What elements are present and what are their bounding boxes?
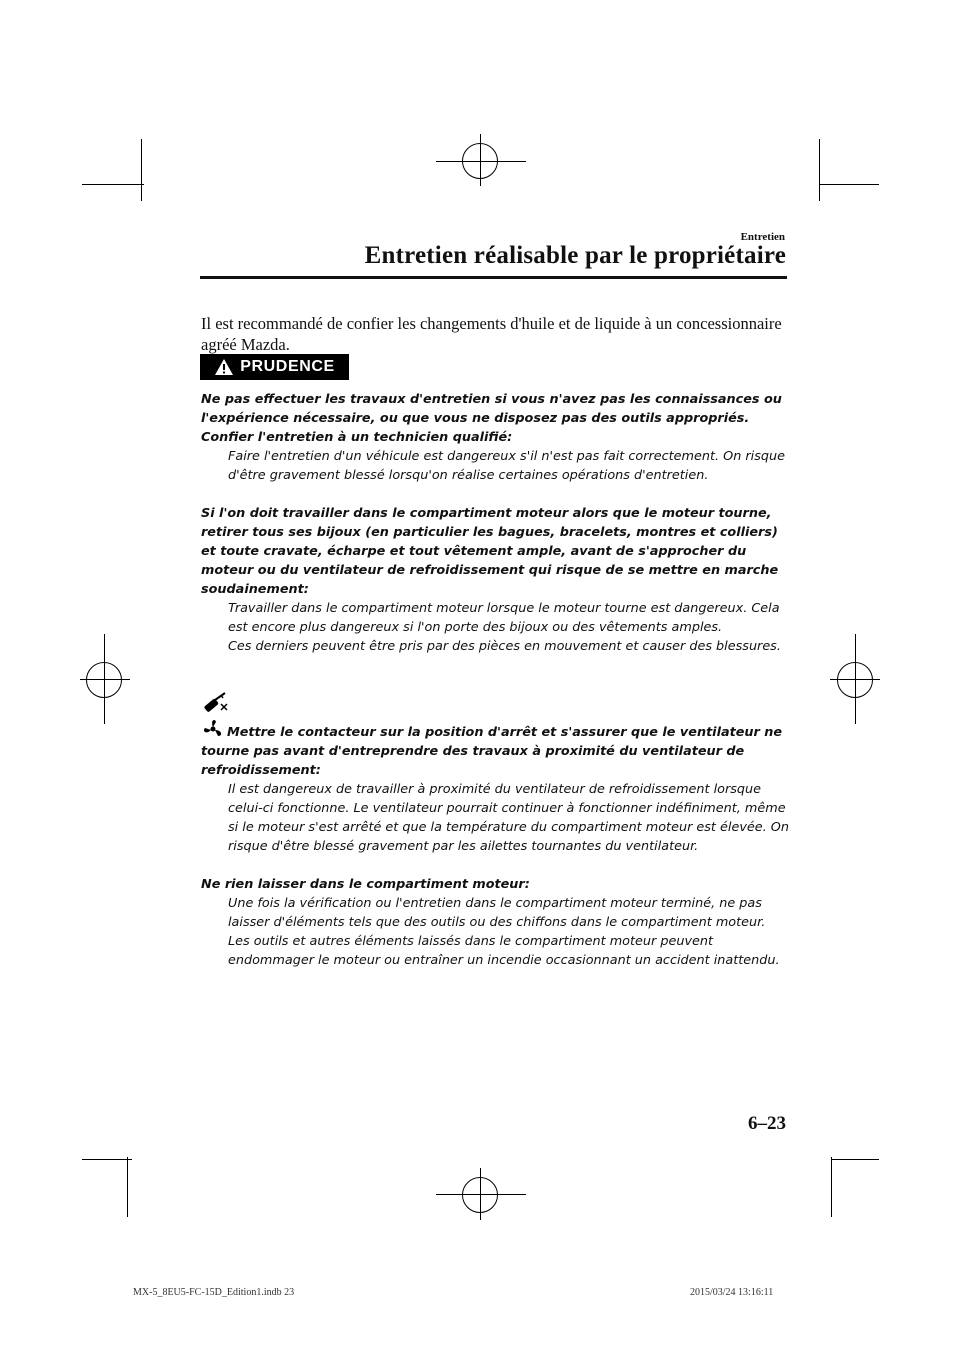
print-slug-file: MX-5_8EU5-FC-15D_Edition1.indb 23 xyxy=(133,1287,295,1298)
key-icon xyxy=(201,692,791,718)
intro-paragraph: Il est recommandé de confier les changements d'huile et de liquide à un concessionnaire agréé Mazda. xyxy=(201,314,782,354)
warning-item xyxy=(201,390,791,485)
warning-item xyxy=(201,718,791,856)
warning-heading xyxy=(201,718,791,780)
warning-item xyxy=(201,504,791,656)
warning-triangle-icon xyxy=(214,358,234,376)
caution-label: PRUDENCE xyxy=(240,358,335,375)
fan-icon xyxy=(201,718,225,740)
warning-list xyxy=(201,390,791,970)
section-name: Entretien xyxy=(740,231,785,243)
warning-heading: Ne pas effectuer les travaux d'entretien si vous n'avez pas les connaissances ou l'expérience nécessaire, ou que vous ne disposez pas des outils appropriés. Confier l'entretien à un technicien qualifié: xyxy=(201,392,782,445)
warning-body: Les outils et autres éléments laissés dans le compartiment moteur peuvent endommager le moteur ou entraîner un incendie occasionnant un accident inattendu. xyxy=(228,934,780,968)
print-slug-timestamp: 2015/03/24 13:16:11 xyxy=(690,1287,774,1298)
warning-body: Travailler dans le compartiment moteur lorsque le moteur tourne est dangereux. Cela est encore plus dangereux si l'on porte des bijoux ou des vêtements amples. xyxy=(228,601,780,635)
warning-heading-text: Mettre le contacteur sur la position d'arrêt et s'assurer que le ventilateur ne tourne pas avant d'entreprendre des travaux à proximité du ventilateur de refroidissement: xyxy=(201,725,783,778)
warning-heading: Si l'on doit travailler dans le compartiment moteur alors que le moteur tourne, retirer tous ses bijoux (en particulier les bagues, bracelets, montres et colliers) et toute cravate, écharpe et tout vêtement ample, avant de s'approcher du moteur ou du ventilateur de refroidissement qui risque de se mettre en marche soudainement: xyxy=(201,506,779,597)
warning-body: Ces derniers peuvent être pris par des pièces en mouvement et causer des blessures. xyxy=(228,639,781,654)
caution-badge xyxy=(200,354,349,380)
warning-body: Une fois la vérification ou l'entretien dans le compartiment moteur terminé, ne pas laisser d'éléments tels que des outils ou des chiffons dans le compartiment moteur. xyxy=(228,896,766,930)
header-rule xyxy=(200,276,787,279)
page-number: 6–23 xyxy=(748,1113,786,1134)
warning-body: Il est dangereux de travailler à proximité du ventilateur de refroidissement lorsque celui-ci fonctionne. Le ventilateur pourrait continuer à fonctionner indéfiniment, même si le moteur s'est arrêté et que la température du compartiment moteur est élevée. On risque d'être blessé gravement par les ailettes tournantes du ventilateur. xyxy=(228,782,789,854)
warning-item xyxy=(201,875,791,970)
warning-heading: Ne rien laisser dans le compartiment moteur: xyxy=(201,877,530,892)
page-title: Entretien réalisable par le propriétaire xyxy=(364,242,786,269)
warning-body: Faire l'entretien d'un véhicule est dangereux s'il n'est pas fait correctement. On risque d'être gravement blessé lorsqu'on réalise certaines opérations d'entretien. xyxy=(228,449,785,483)
